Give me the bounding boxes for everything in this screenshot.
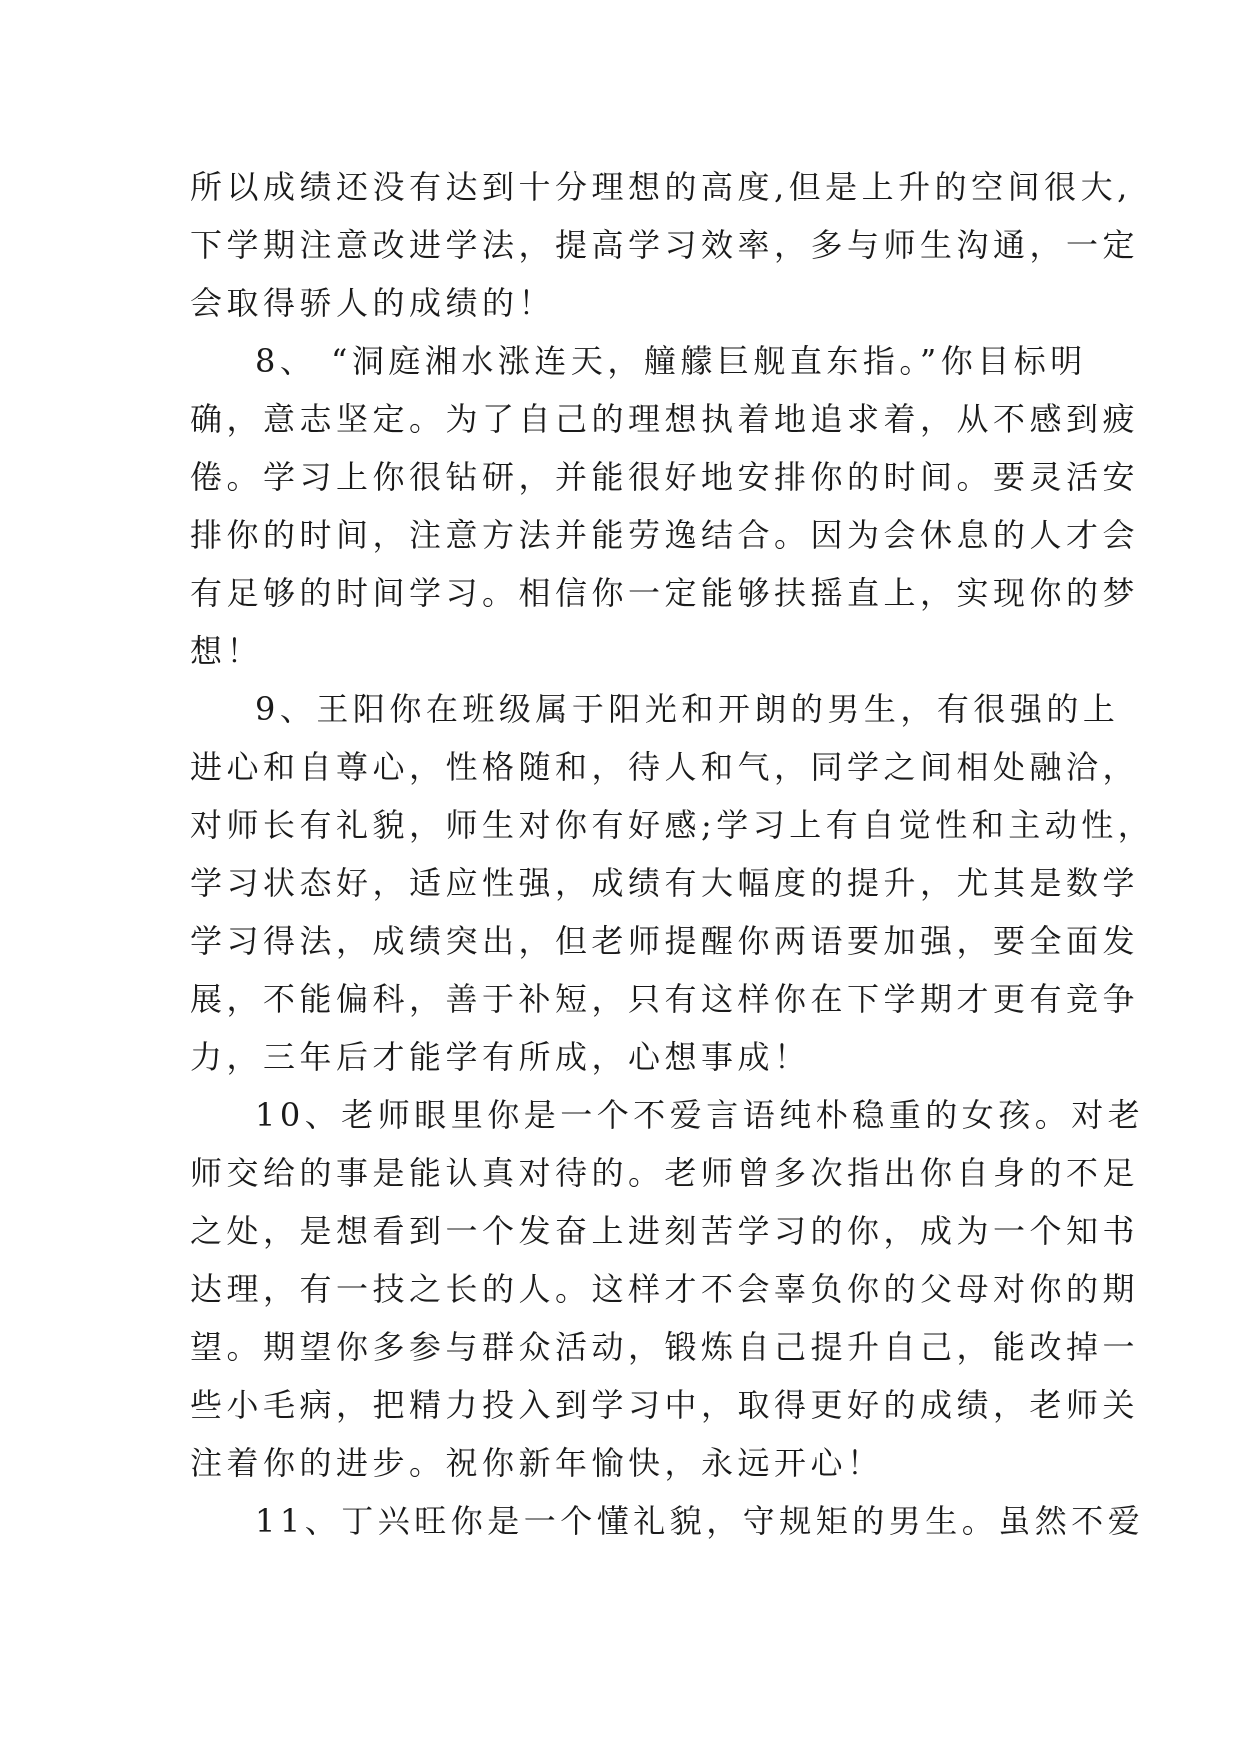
text-line: 望。期望你多参与群众活动，锻炼自己提升自己，能改掉一 — [190, 1328, 1140, 1366]
text-line: 些小毛病，把精力投入到学习中，取得更好的成绩，老师关 — [190, 1386, 1140, 1424]
text-line: 学习状态好，适应性强，成绩有大幅度的提升，尤其是数学 — [190, 864, 1140, 902]
text-line: 力，三年后才能学有所成，心想事成！ — [190, 1038, 811, 1076]
text-line: 注着你的进步。祝你新年愉快，永远开心！ — [190, 1444, 884, 1482]
text-line: 有足够的时间学习。相信你一定能够扶摇直上，实现你的梦 — [190, 574, 1140, 612]
text-line: 展，不能偏科，善于补短，只有这样你在下学期才更有竞争 — [190, 980, 1140, 1018]
text-line: 所以成绩还没有达到十分理想的高度,但是上升的空间很大, — [190, 168, 1132, 206]
paragraph-start-line: 11、丁兴旺你是一个懂礼貌，守规矩的男生。虽然不爱 — [255, 1502, 1145, 1540]
text-line: 确，意志坚定。为了自己的理想执着地追求着，从不感到疲 — [190, 400, 1140, 438]
text-line: 排你的时间，注意方法并能劳逸结合。因为会休息的人才会 — [190, 516, 1140, 554]
text-line: 倦。学习上你很钻研，并能很好地安排你的时间。要灵活安 — [190, 458, 1140, 496]
text-line: 下学期注意改进学法，提高学习效率，多与师生沟通，一定 — [190, 226, 1140, 264]
text-line: 达理，有一技之长的人。这样才不会辜负你的父母对你的期 — [190, 1270, 1140, 1308]
text-line: 学习得法，成绩突出，但老师提醒你两语要加强，要全面发 — [190, 922, 1140, 960]
text-line: 对师长有礼貌，师生对你有好感;学习上有自觉性和主动性， — [190, 806, 1155, 844]
paragraph-start-line: 10、老师眼里你是一个不爱言语纯朴稳重的女孩。对老 — [255, 1096, 1145, 1134]
text-line: 师交给的事是能认真对待的。老师曾多次指出你自身的不足 — [190, 1154, 1140, 1192]
text-line: 之处，是想看到一个发奋上进刻苦学习的你，成为一个知书 — [190, 1212, 1140, 1250]
paragraph-start-line: 8、 “洞庭湘水涨连天，艟艨巨舰直东指。”你目标明 — [255, 342, 1087, 380]
text-line: 想！ — [190, 632, 264, 670]
paragraph-start-line: 9、王阳你在班级属于阳光和开朗的男生，有很强的上 — [255, 690, 1120, 728]
text-line: 进心和自尊心，性格随和，待人和气，同学之间相处融洽， — [190, 748, 1140, 786]
text-line: 会取得骄人的成绩的！ — [190, 284, 556, 322]
document-body — [190, 158, 1155, 1550]
